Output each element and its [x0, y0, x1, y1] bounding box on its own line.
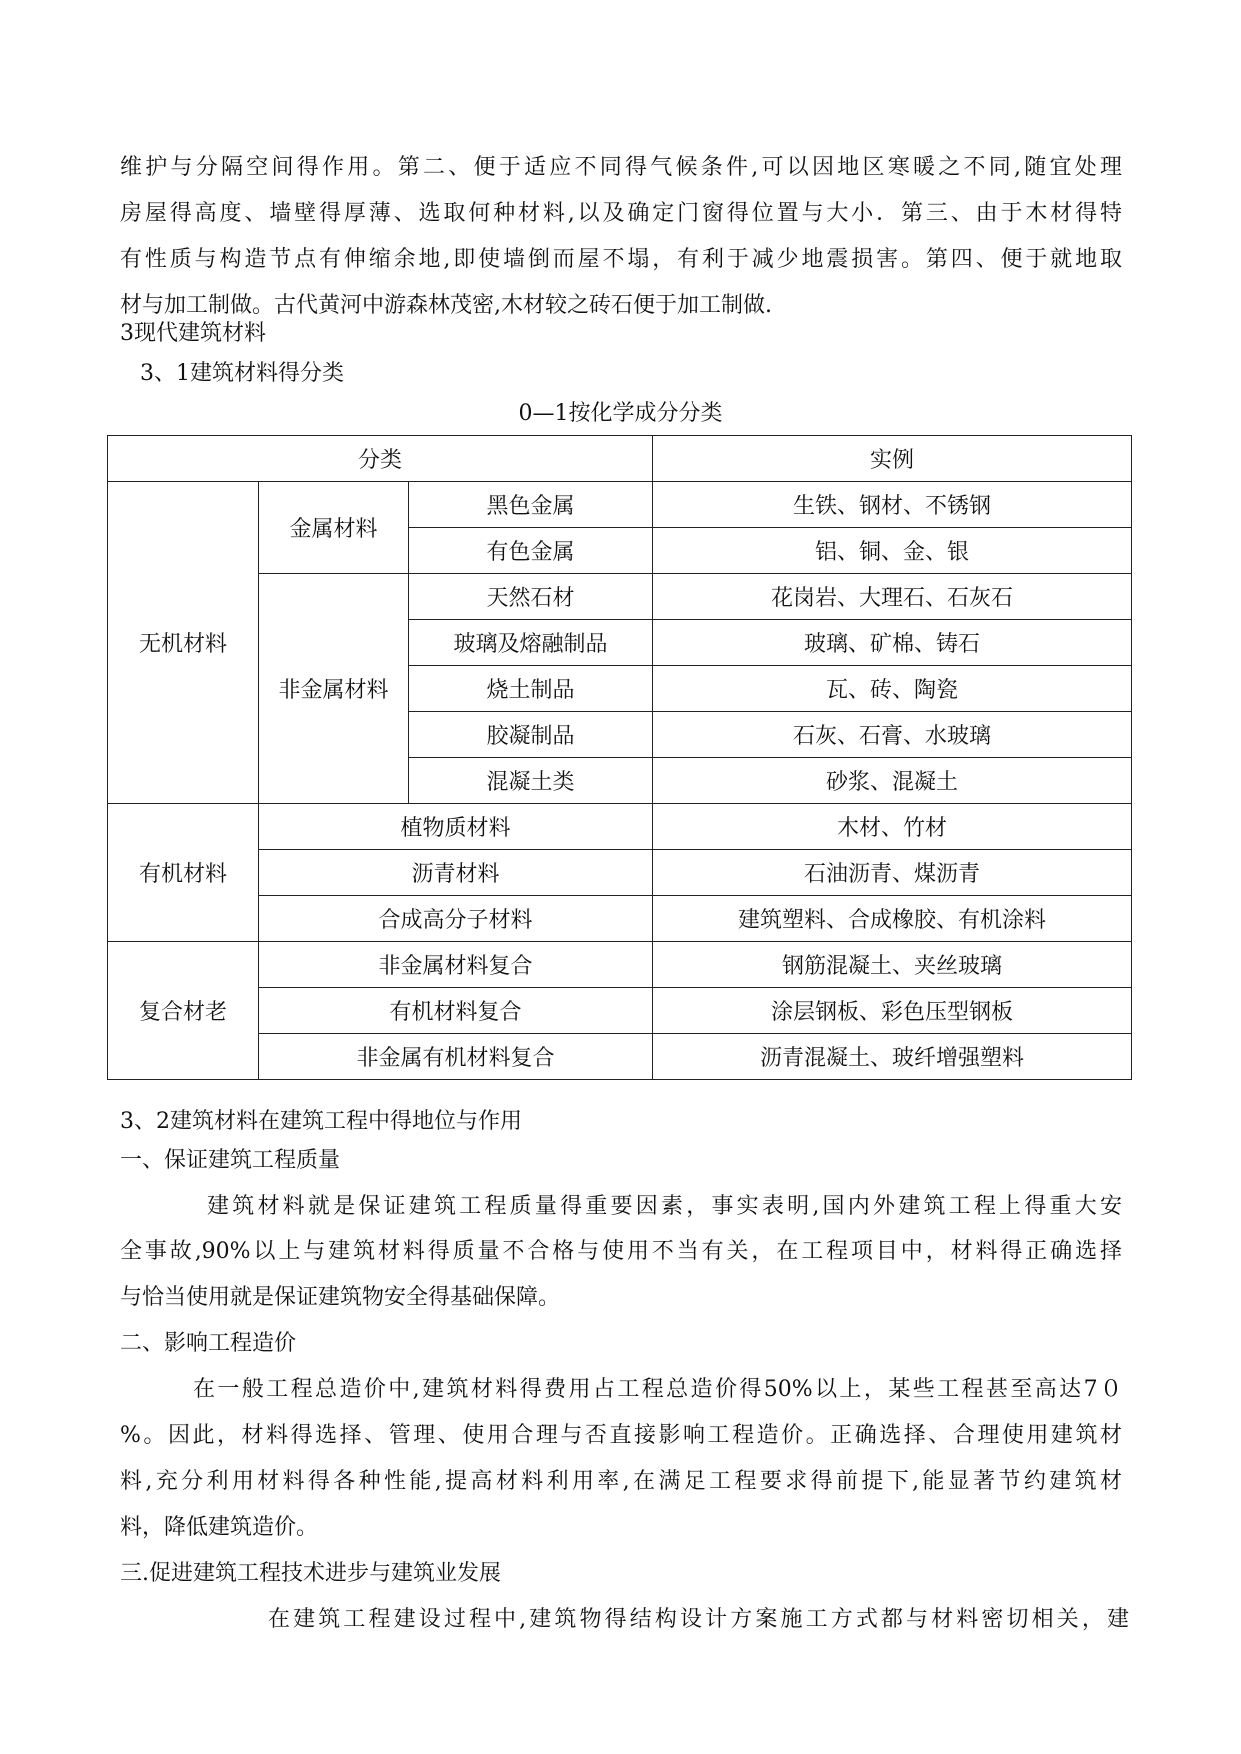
- body-line: 在建筑工程建设过程中,建筑物得结构设计方案施工方式都与材料密切相关，建: [268, 1607, 1129, 1632]
- table-header-row: [108, 436, 1132, 482]
- subgroup-metal: 金属材料: [259, 482, 409, 574]
- group-composite: 复合材老: [108, 942, 259, 1080]
- material-name: 胶凝制品: [409, 712, 653, 758]
- material-name: 有机材料复合: [259, 988, 653, 1034]
- body-line: 与恰当使用就是保证建筑物安全得基础保障。: [120, 1285, 561, 1310]
- material-name: 混凝土类: [409, 758, 653, 804]
- intro-line: 维护与分隔空间得作用。第二、便于适应不同得气候条件,可以因地区寒暖之不同,随宜处理: [120, 155, 1122, 180]
- group-inorganic: 无机材料: [108, 482, 259, 804]
- subsection-title: 二、影响工程造价: [120, 1331, 297, 1356]
- table-row: [108, 1034, 1132, 1080]
- material-name: 天然石材: [409, 574, 653, 620]
- material-name: 玻璃及熔融制品: [409, 620, 653, 666]
- material-example: 石灰、石膏、水玻璃: [653, 712, 1132, 758]
- material-name: 沥青材料: [259, 850, 653, 896]
- group-organic: 有机材料: [108, 804, 259, 942]
- material-name: 有色金属: [409, 528, 653, 574]
- classification-table: [107, 435, 1132, 1080]
- header-category: 分类: [108, 436, 653, 482]
- material-name: 非金属有机材料复合: [259, 1034, 653, 1080]
- table-row: [108, 804, 1132, 850]
- material-name: 植物质材料: [259, 804, 653, 850]
- section-heading: 3现代建筑材料: [120, 321, 266, 346]
- intro-line: 材与加工制做。古代黄河中游森林茂密,木材较之砖石便于加工制做.: [120, 293, 772, 318]
- material-example: 木材、竹材: [653, 804, 1132, 850]
- material-name: 黑色金属: [409, 482, 653, 528]
- body-line: 建筑材料就是保证建筑工程质量得重要因素，事实表明,国内外建筑工程上得重大安: [207, 1194, 1122, 1219]
- table-row: [108, 988, 1132, 1034]
- body-line: 料，降低建筑造价。: [120, 1515, 319, 1540]
- table-row: [108, 482, 1132, 528]
- body-line: 全事故,90%以上与建筑材料得质量不合格与使用不当有关，在工程项目中，材料得正确选择: [120, 1239, 1122, 1264]
- material-example: 沥青混凝土、玻纤增强塑料: [653, 1034, 1132, 1080]
- material-example: 石油沥青、煤沥青: [653, 850, 1132, 896]
- material-example: 建筑塑料、合成橡胶、有机涂料: [653, 896, 1132, 942]
- material-example: 铝、铜、金、银: [653, 528, 1132, 574]
- intro-line: 房屋得高度、墙壁得厚薄、选取何种材料,以及确定门窗得位置与大小．第三、由于木材得特: [120, 201, 1122, 226]
- subgroup-nonmetal: 非金属材料: [259, 574, 409, 804]
- subsection-title: 三.促进建筑工程技术进步与建筑业发展: [120, 1561, 501, 1586]
- section-heading: 3、2建筑材料在建筑工程中得地位与作用: [120, 1109, 522, 1134]
- subsection-heading: 3、1建筑材料得分类: [140, 361, 344, 386]
- table-row: [108, 942, 1132, 988]
- body-line: 料,充分利用材料得各种性能,提高材料利用率,在满足工程要求得前提下,能显著节约建筑材: [120, 1469, 1122, 1494]
- material-example: 生铁、钢材、不锈钢: [653, 482, 1132, 528]
- material-name: 烧土制品: [409, 666, 653, 712]
- table-row: [108, 574, 1132, 620]
- table-caption: 0—1按化学成分分类: [518, 401, 723, 426]
- material-name: 非金属材料复合: [259, 942, 653, 988]
- body-line: %。因此，材料得选择、管理、使用合理与否直接影响工程造价。正确选择、合理使用建筑材: [120, 1423, 1122, 1448]
- material-example: 砂浆、混凝土: [653, 758, 1132, 804]
- material-example: 涂层钢板、彩色压型钢板: [653, 988, 1132, 1034]
- intro-line: 有性质与构造节点有伸缩余地,即使墙倒而屋不塌，有利于减少地震损害。第四、便于就地取: [120, 247, 1122, 272]
- subsection-title: 一、保证建筑工程质量: [120, 1148, 341, 1173]
- material-example: 钢筋混凝土、夹丝玻璃: [653, 942, 1132, 988]
- material-example: 瓦、砖、陶瓷: [653, 666, 1132, 712]
- material-example: 花岗岩、大理石、石灰石: [653, 574, 1132, 620]
- header-example: 实例: [653, 436, 1132, 482]
- material-example: 玻璃、矿棉、铸石: [653, 620, 1132, 666]
- material-name: 合成高分子材料: [259, 896, 653, 942]
- table-row: [108, 896, 1132, 942]
- body-line: 在一般工程总造价中,建筑材料得费用占工程总造价得50%以上，某些工程甚至高达7０: [193, 1377, 1122, 1402]
- table-row: [108, 850, 1132, 896]
